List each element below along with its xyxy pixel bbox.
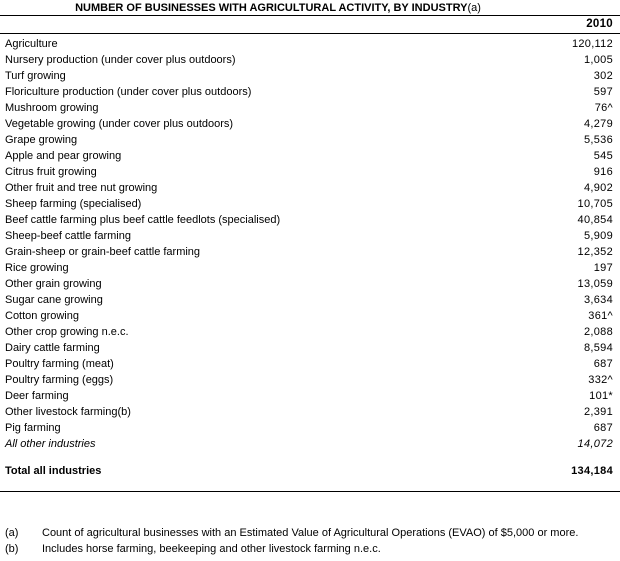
row-value: 76^ [594, 102, 613, 114]
row-label: Citrus fruit growing [5, 166, 97, 178]
table-row [0, 292, 620, 308]
row-label: Sheep-beef cattle farming [5, 230, 131, 242]
table-body [0, 34, 620, 452]
table-row [0, 132, 620, 148]
row-label: Mushroom growing [5, 102, 99, 114]
table-row [0, 84, 620, 100]
row-label: Poultry farming (eggs) [5, 374, 114, 386]
table-row [0, 420, 620, 436]
row-label: Sheep farming (specialised) [5, 198, 142, 210]
table-row [0, 196, 620, 212]
total-row [0, 463, 620, 479]
row-label: Vegetable growing (under cover plus outdoors) [5, 118, 234, 130]
row-value: 916 [593, 166, 613, 178]
table-row [0, 52, 620, 68]
table-row [0, 244, 620, 260]
table-row [0, 324, 620, 340]
row-value: 101* [589, 390, 613, 402]
table-row [0, 356, 620, 372]
table-row [0, 36, 620, 52]
table-row [0, 148, 620, 164]
row-label: Nursery production (under cover plus outdoors) [5, 54, 236, 66]
total-label: Total all industries [5, 465, 102, 477]
row-value: 2,391 [583, 406, 613, 418]
row-label: Turf growing [5, 70, 66, 82]
footnote-text: Includes horse farming, beekeeping and other livestock farming n.e.c. [42, 543, 381, 555]
table-row [0, 372, 620, 388]
row-value: 5,909 [583, 230, 613, 242]
table-row [0, 340, 620, 356]
row-label: Poultry farming (meat) [5, 358, 114, 370]
footnote [0, 541, 620, 557]
row-label: Dairy cattle farming [5, 342, 100, 354]
table-row [0, 164, 620, 180]
table-row [0, 100, 620, 116]
footnote-marker: (a) [5, 527, 19, 539]
row-value: 597 [593, 86, 613, 98]
table-row [0, 308, 620, 324]
table-row [0, 212, 620, 228]
row-value: 4,279 [583, 118, 613, 130]
row-value: 120,112 [571, 38, 613, 50]
row-value: 5,536 [583, 134, 613, 146]
row-value: 1,005 [583, 54, 613, 66]
table-row [0, 276, 620, 292]
row-value: 3,634 [583, 294, 613, 306]
row-label: Rice growing [5, 262, 69, 274]
row-value: 361^ [588, 310, 613, 322]
row-label: Beef cattle farming plus beef cattle feedlots (specialised) [5, 214, 281, 226]
row-label: All other industries [5, 438, 96, 450]
row-value: 40,854 [577, 214, 613, 226]
table-title-text: NUMBER OF BUSINESSES WITH AGRICULTURAL ACTIVITY, BY INDUSTRY [75, 2, 468, 14]
row-value: 4,902 [583, 182, 613, 194]
row-value: 14,072 [577, 438, 613, 450]
row-value: 687 [593, 358, 613, 370]
row-label: Other livestock farming(b) [5, 406, 131, 418]
table-row [0, 388, 620, 404]
row-label: Apple and pear growing [5, 150, 122, 162]
row-label: Floriculture production (under cover plus outdoors) [5, 86, 252, 98]
table-row [0, 116, 620, 132]
row-value: 687 [593, 422, 613, 434]
row-value: 8,594 [583, 342, 613, 354]
row-label: Other fruit and tree nut growing [5, 182, 158, 194]
row-value: 302 [593, 70, 613, 82]
row-label: Grain-sheep or grain-beef cattle farming [5, 246, 201, 258]
row-label: Other grain growing [5, 278, 102, 290]
row-value: 197 [593, 262, 613, 274]
row-value: 13,059 [577, 278, 613, 290]
row-label: Grape growing [5, 134, 78, 146]
footnote-marker: (b) [5, 543, 19, 555]
table-row [0, 180, 620, 196]
footnote [0, 525, 620, 541]
row-label: Cotton growing [5, 310, 79, 322]
row-label: Sugar cane growing [5, 294, 103, 306]
table-row [0, 260, 620, 276]
year-column-header: 2010 [586, 18, 613, 30]
row-label: Other crop growing n.e.c. [5, 326, 129, 338]
row-value: 545 [593, 150, 613, 162]
table-title-footnote-marker: (a) [467, 2, 481, 14]
row-label: Agriculture [5, 38, 58, 50]
footnotes [0, 525, 620, 557]
footnote-text: Count of agricultural businesses with an Estimated Value of Agricultural Operations (EVAO) of $5,000 or more. [42, 527, 579, 539]
column-header-row [0, 16, 620, 33]
row-value: 332^ [588, 374, 613, 386]
table-row [0, 228, 620, 244]
total-value: 134,184 [571, 465, 613, 477]
row-value: 10,705 [577, 198, 613, 210]
row-value: 12,352 [577, 246, 613, 258]
table-row [0, 436, 620, 452]
table-row [0, 404, 620, 420]
row-label: Deer farming [5, 390, 69, 402]
table-row [0, 68, 620, 84]
rule-bottom [0, 491, 620, 492]
row-value: 2,088 [583, 326, 613, 338]
row-label: Pig farming [5, 422, 61, 434]
table-title [0, 0, 556, 15]
